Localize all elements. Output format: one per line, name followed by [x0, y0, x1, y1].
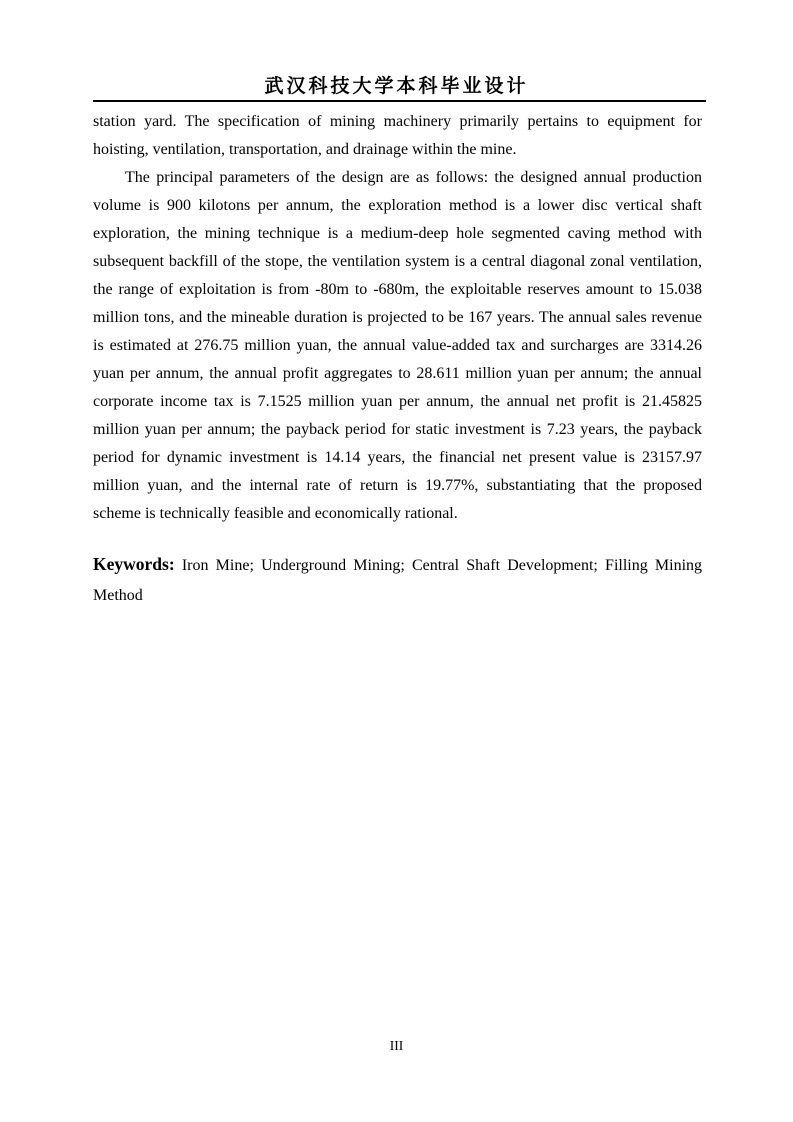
body-line: yuan per annum, the annual profit aggregates to 28.611 million yuan per annum; the annual: [93, 365, 702, 382]
keywords-line: [93, 549, 702, 580]
body-line: million yuan per annum; the payback period for static investment is 7.23 years, the payback: [93, 421, 702, 438]
body-line: hoisting, ventilation, transportation, and drainage within the mine.: [93, 141, 517, 158]
keywords-label: Keywords:: [93, 554, 175, 574]
body-line: scheme is technically feasible and economically rational.: [93, 505, 458, 522]
body-line: exploration, the mining technique is a medium-deep hole segmented caving method with: [93, 225, 702, 242]
body-line: subsequent backfill of the stope, the ventilation system is a central diagonal zonal ventilation,: [93, 253, 702, 270]
body-line: The principal parameters of the design are as follows: the designed annual production: [125, 169, 702, 186]
header-divider-rule: [93, 100, 706, 102]
body-line: is estimated at 276.75 million yuan, the annual value-added tax and surcharges are 3314.26: [93, 337, 702, 354]
body-line: corporate income tax is 7.1525 million yuan per annum, the annual net profit is 21.45825: [93, 393, 702, 410]
body-line: period for dynamic investment is 14.14 years, the financial net present value is 23157.97: [93, 449, 702, 466]
page-number: III: [389, 1038, 404, 1053]
body-line: volume is 900 kilotons per annum, the exploration method is a lower disc vertical shaft: [93, 197, 702, 214]
abstract-body: [93, 108, 702, 528]
body-line: million tons, and the mineable duration is projected to be 167 years. The annual sales revenue: [93, 309, 702, 326]
body-line: the range of exploitation is from -80m to -680m, the exploitable reserves amount to 15.038: [93, 281, 702, 298]
keywords-line: Method: [93, 587, 143, 604]
body-line: station yard. The specification of mining machinery primarily pertains to equipment for: [93, 113, 702, 130]
page-header-title: 武汉科技大学本科毕业设计: [264, 76, 529, 97]
keywords-text: Iron Mine; Underground Mining; Central Shaft Development; Filling Mining: [181, 557, 702, 574]
keywords-section: [93, 549, 702, 611]
body-line: million yuan, and the internal rate of return is 19.77%, substantiating that the proposed: [93, 477, 702, 494]
